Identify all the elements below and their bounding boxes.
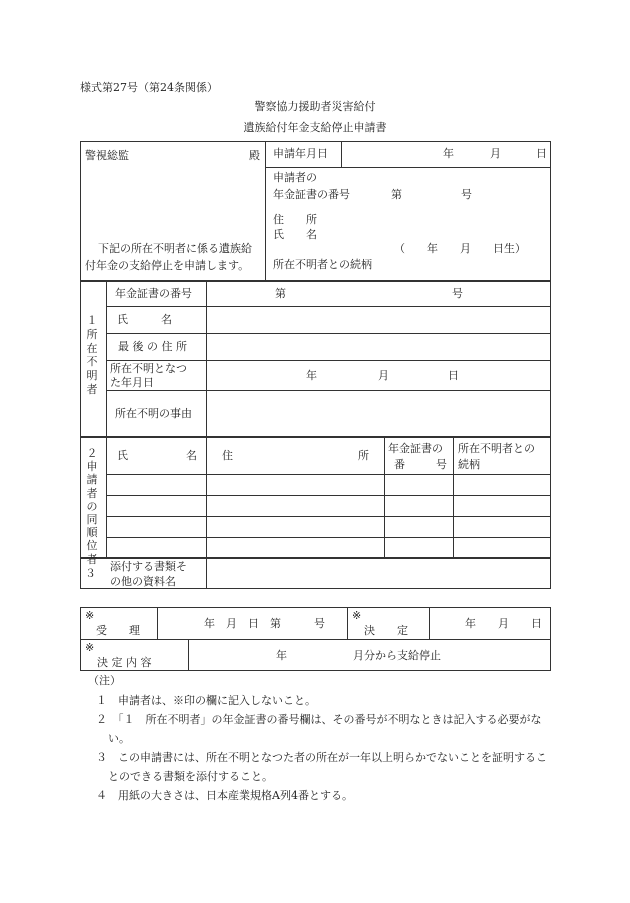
office-content-text: 年 月分から支給停止 — [276, 649, 441, 662]
office-decision-date: 年 月 日 — [465, 617, 542, 630]
honorific: 殿 — [249, 149, 260, 162]
s1-reason-label: 所在不明の事由 — [115, 407, 192, 420]
s1-last-address-label: 最 後 の 住 所 — [118, 340, 187, 353]
office-receipt-label: 受 理 — [96, 624, 140, 637]
applicant-pension-suffix: 号 — [461, 188, 472, 201]
title-line2: 遺族給付年金支給停止申請書 — [243, 121, 387, 134]
date-year: 年 — [443, 147, 454, 160]
note-item-1: １ 申請者は、※印の欄に記入しないこと。 — [96, 694, 316, 707]
s1-missing-day: 日 — [448, 369, 459, 382]
s2-header-pension-line2-right: 号 — [436, 458, 447, 471]
s2-header-relation-line2: 続柄 — [458, 458, 480, 471]
applicant-label: 申請者の — [273, 171, 317, 184]
s2-header-relation-line1: 所在不明者との — [458, 442, 535, 455]
date-month: 月 — [490, 147, 501, 160]
note-item-4: ４ 用紙の大きさは、日本産業規格A列4番とする。 — [96, 788, 353, 802]
title-line1: 警察協力援助者災害給付 — [254, 100, 376, 113]
notes-heading: （注） — [88, 674, 121, 687]
request-text-line2: 付年金の支給停止を申請します。 — [85, 259, 250, 272]
note-item-2: ２ 「１ 所在不明者」の年金証書の番号欄は、その番号が不明なときは記入する必要がない。 — [96, 712, 542, 745]
s2-header-pension-line1: 年金証書の — [388, 442, 443, 455]
s2-header-address-right: 所 — [358, 449, 369, 462]
s1-missing-date-label-2: た年月日 — [110, 376, 154, 389]
notes-list — [96, 692, 556, 805]
applicant-pension-prefix: 第 — [391, 188, 402, 201]
office-receipt-mark: ※ — [85, 609, 95, 622]
s1-name-label: 氏 名 — [117, 313, 172, 326]
office-content-label: 決 定 内 容 — [97, 656, 152, 669]
applicant-pension-label: 年金証書の番号 — [273, 188, 350, 201]
applicant-birth: （ 年 月 日生） — [394, 242, 526, 255]
form-id: 様式第27号（第24条関係） — [80, 81, 218, 94]
s1-pension-prefix: 第 — [275, 287, 286, 300]
s3-label-line2: の他の資料名 — [110, 575, 176, 588]
office-decision-mark: ※ — [352, 609, 362, 622]
section2-block — [80, 437, 551, 558]
section2-label: ２申請者の同順位者 — [86, 447, 98, 566]
s1-missing-date-label-1: 所在不明となつ — [110, 362, 187, 375]
s3-num: ３ — [85, 567, 96, 580]
date-label: 申請年月日 — [273, 147, 328, 160]
office-decision-label: 決 定 — [364, 624, 408, 637]
date-day: 日 — [536, 147, 547, 160]
s2-header-name-right: 名 — [186, 449, 197, 462]
s1-missing-year: 年 — [306, 369, 317, 382]
s2-header-name-left: 氏 — [117, 449, 128, 462]
office-receipt-text: 年 月 日 第 号 — [204, 617, 325, 630]
s2-header-address-left: 住 — [222, 449, 233, 462]
s1-missing-month: 月 — [378, 369, 389, 382]
request-text-line1: 下記の所在不明者に係る遺族給 — [98, 242, 252, 255]
s1-pension-suffix: 号 — [452, 287, 463, 300]
s1-pension-label: 年金証書の番号 — [115, 287, 192, 300]
applicant-relation-label: 所在不明者との続柄 — [273, 258, 372, 271]
applicant-name-label: 氏 名 — [273, 228, 317, 241]
s2-header-pension-line2-left: 番 — [394, 458, 405, 471]
note-item-3: ３ この申請書には、所在不明となつた者の所在が一年以上明らかでないことを証明することのできる書類を添付すること。 — [96, 750, 547, 783]
section1-label: １所在不明者 — [86, 314, 98, 396]
office-content-mark: ※ — [85, 641, 95, 654]
addressee: 警視総監 — [85, 149, 129, 162]
s3-label-line1: 添付する書類そ — [110, 560, 187, 573]
applicant-address-label: 住 所 — [273, 213, 317, 226]
